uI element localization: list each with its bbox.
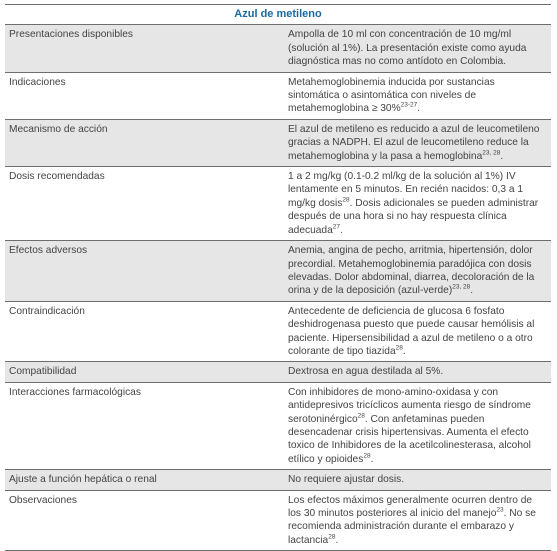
citation-ref: 23, 28 <box>482 149 501 157</box>
table-row <box>5 362 551 382</box>
table-row <box>5 470 551 490</box>
citation-ref: 28 <box>363 452 371 460</box>
citation-ref: 23, 28 <box>452 283 471 291</box>
row-label: Interacciones farmacológicas <box>5 382 278 469</box>
row-label: Contraindicación <box>5 301 278 362</box>
value-text: 1 a 2 mg/kg (0.1-0.2 ml/kg de la solución al 1%) IV lentamente en 5 minutos. En recién nacidos: 0,3 a 1 mg/kg dosis <box>288 171 524 209</box>
row-value <box>278 167 551 241</box>
value-text: . <box>335 534 339 546</box>
table-row <box>5 301 551 362</box>
value-text: . <box>370 453 374 465</box>
value-text: Con inhibidores de mono-amino-oxidasa y con antidepresivos tricíclicos aumenta riesgo de síndrome serotoninérgico <box>288 386 531 425</box>
row-label: Indicaciones <box>5 72 278 119</box>
citation-ref: 27 <box>332 223 340 231</box>
row-label: Mecanismo de acción <box>5 119 278 166</box>
row-label: Ajuste a función hepática o renal <box>5 470 278 490</box>
row-value <box>278 382 551 469</box>
drug-info-table-container <box>5 4 551 551</box>
row-value <box>278 25 551 72</box>
value-text: . <box>470 285 474 297</box>
table-title: Azul de metileno <box>5 5 551 25</box>
row-label: Dosis recomendadas <box>5 167 278 241</box>
value-text: No requiere ajustar dosis. <box>288 474 405 486</box>
table-row <box>5 167 551 241</box>
row-value <box>278 490 551 551</box>
row-label: Efectos adversos <box>5 241 278 302</box>
value-text: . <box>417 103 421 115</box>
value-text: Anemia, angina de pecho, arritmia, hipertensión, dolor precordial. Metahemoglobinemia paradójica con dosis elevadas. Dolor abdominal, diarrea, decoloración de la orina y de la deposición (azul-verde) <box>288 245 535 297</box>
value-text: . <box>500 150 504 162</box>
value-text: . <box>402 345 406 357</box>
value-text: Metahemoglobinemia inducida por sustancias sintomática o asintomática con niveles de metahemoglobina ≥ 30% <box>288 76 495 115</box>
row-label: Observaciones <box>5 490 278 551</box>
value-text: . Con anfetaminas pueden desencadenar crisis hipertensivas. Aumenta el efecto toxico de Inhibidores de la acetilcolinesterasa, alcohol etílico y opioides <box>288 413 531 465</box>
value-text: El azul de metileno es reducido a azul de leucometileno gracias a NADPH. El azul de leucometileno reduce la metahemoglobina y la pasa a hemoglobina <box>288 123 540 162</box>
row-value <box>278 470 551 490</box>
value-text: Dextrosa en agua destilada al 5%. <box>288 366 444 378</box>
row-value <box>278 241 551 302</box>
citation-ref: 28 <box>395 344 403 352</box>
citation-ref: 23 <box>496 506 504 514</box>
value-text: Antecedente de deficiencia de glucosa 6 fosfato deshidrogenasa puesto que puede causar hemólisis al paciente. Hipersensibilidad a azul de metileno o a otro colorante de tipo tiazida <box>288 305 535 357</box>
citation-ref: 28 <box>328 533 336 541</box>
table-row <box>5 490 551 551</box>
table-row <box>5 25 551 72</box>
value-text: . No se recomienda administración durante el embarazo y lactancia <box>288 508 536 546</box>
row-value <box>278 119 551 166</box>
citation-ref: 28 <box>357 412 365 420</box>
row-label: Presentaciones disponibles <box>5 25 278 72</box>
citation-ref: 23-27 <box>400 102 418 110</box>
value-text: . Dosis adicionales se pueden administrar después de una hora si no hay respuesta clínica adecuada <box>288 197 539 236</box>
row-value <box>278 362 551 382</box>
value-text: Ampolla de 10 ml con concentración de 10 mg/ml (solución al 1%). La presentación existe como ayuda diagnóstica mas no como antídoto en Colombia. <box>288 29 527 68</box>
citation-ref: 28 <box>342 196 350 204</box>
drug-info-table <box>5 4 551 551</box>
table-body <box>5 25 551 551</box>
value-text: . <box>340 224 343 236</box>
table-row <box>5 119 551 166</box>
value-text: Los efectos máximos generalmente ocurren dentro de los 30 minutos posteriores al inicio del manejo <box>288 494 533 519</box>
table-row <box>5 382 551 469</box>
row-value <box>278 301 551 362</box>
table-row <box>5 241 551 302</box>
table-row <box>5 72 551 119</box>
row-value <box>278 72 551 119</box>
row-label: Compatibilidad <box>5 362 278 382</box>
